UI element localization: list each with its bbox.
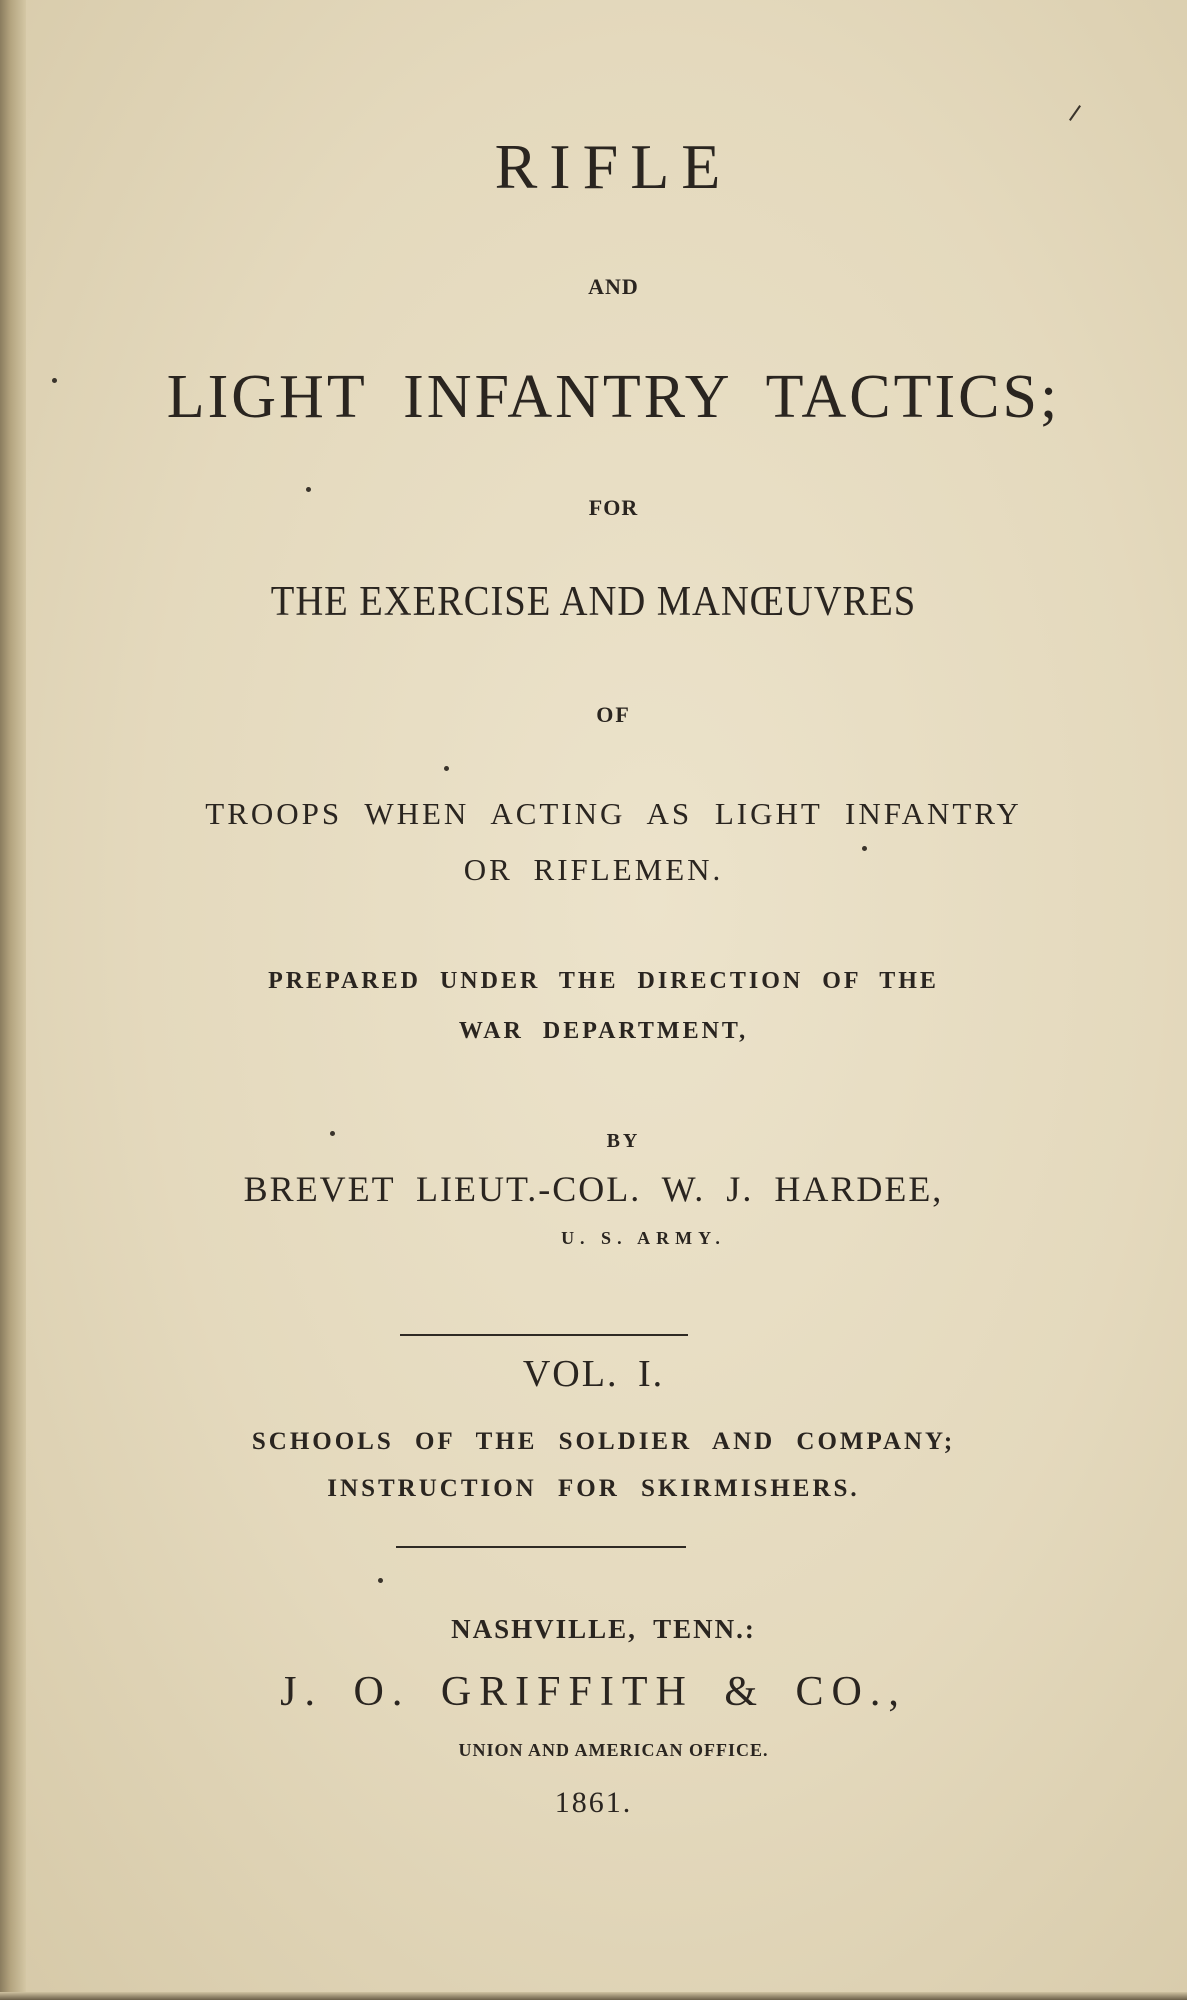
ink-speck — [330, 1131, 335, 1136]
by-line: BY — [606, 1130, 641, 1152]
volume-label: VOL. I. — [522, 1353, 665, 1395]
ink-speck — [444, 766, 449, 771]
troops-line-2: OR RIFLEMEN. — [463, 852, 724, 887]
connector-and: AND — [588, 274, 639, 299]
connector-for: FOR — [588, 495, 639, 520]
publication-year: 1861. — [554, 1786, 633, 1819]
book-title: RIFLE — [494, 131, 733, 202]
divider-rule-bottom — [396, 1546, 686, 1548]
prepared-line-1: PREPARED UNDER THE DIRECTION OF THE — [268, 968, 939, 994]
contents-line-1: SCHOOLS OF THE SOLDIER AND COMPANY; — [251, 1428, 956, 1455]
publisher-name: J. O. GRIFFITH & CO., — [280, 1669, 907, 1715]
author-name: BREVET LIEUT.-COL. W. J. HARDEE, — [243, 1169, 944, 1209]
prepared-line-2: WAR DEPARTMENT, — [458, 1018, 749, 1044]
divider-rule-top — [400, 1334, 688, 1336]
bottom-edge — [0, 1992, 1187, 2000]
contents-line-2: INSTRUCTION FOR SKIRMISHERS. — [327, 1475, 860, 1502]
ink-speck — [378, 1578, 383, 1583]
purpose-line: THE EXERCISE AND MANŒUVRES — [270, 579, 917, 625]
publisher-office: UNION AND AMERICAN OFFICE. — [458, 1740, 769, 1760]
troops-line-1: TROOPS WHEN ACTING AS LIGHT INFANTRY — [205, 796, 1022, 831]
pencil-mark — [1069, 105, 1081, 121]
ink-speck — [306, 487, 311, 492]
author-rank: U. S. ARMY. — [561, 1228, 726, 1248]
publication-place: NASHVILLE, TENN.: — [451, 1614, 756, 1644]
connector-of: OF — [596, 702, 631, 727]
book-subtitle: LIGHT INFANTRY TACTICS; — [166, 363, 1061, 431]
ink-speck — [862, 846, 867, 851]
ink-speck — [52, 378, 57, 383]
